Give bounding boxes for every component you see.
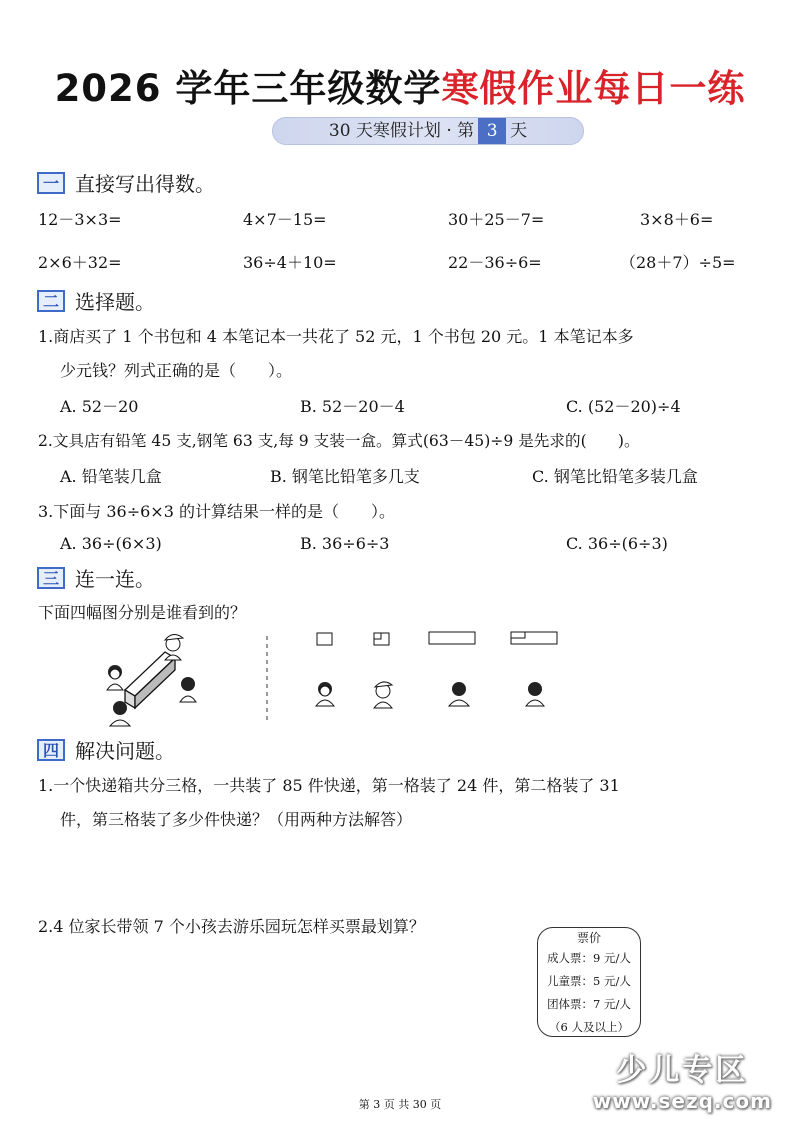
section-4-heading — [37, 735, 175, 764]
section-2-number: 二 — [37, 290, 65, 312]
page-footer: 第 3 页 共 30 页 — [358, 1098, 442, 1111]
price-card — [537, 927, 641, 1037]
option-a: A. 36÷(6×3) — [60, 534, 162, 553]
option-a: A. 铅笔装几盒 — [60, 467, 162, 486]
section-1-number: 一 — [37, 172, 65, 194]
option-b: B. 钢笔比铅笔多几支 — [270, 467, 420, 486]
title-red: 寒假作业每日一练 — [441, 67, 746, 110]
q4-1-line2: 件，第三格装了多少件快递？（用两种方法解答） — [60, 810, 413, 829]
view-matching-figure — [95, 628, 575, 728]
price-child: 儿童票：5 元/人 — [547, 974, 631, 988]
plan-prefix: 30 天寒假计划 · 第 — [328, 121, 475, 141]
section-2-heading — [37, 286, 155, 315]
q4-1-line1: 1.一个快递箱共分三格，一共装了 85 件快递，第一格装了 24 件，第二格装了 31 — [38, 776, 620, 795]
calc-row-1 — [38, 207, 768, 230]
watermark-text: 少儿专区 — [616, 1053, 749, 1088]
title-black: 2026 学年三年级数学 — [54, 67, 442, 110]
q2-1-options — [60, 394, 790, 417]
plan-banner — [272, 117, 584, 145]
view-2 — [374, 633, 389, 645]
calc-item: 30＋25－7= — [448, 210, 545, 229]
calc-item: 2×6＋32= — [38, 253, 122, 272]
kid-bottom-icon — [110, 701, 130, 726]
option-b: B. 36÷6÷3 — [300, 534, 390, 553]
section-3-prompt: 下面四幅图分别是谁看到的？ — [38, 603, 247, 622]
plan-suffix: 天 — [510, 121, 528, 141]
section-3-heading — [37, 563, 155, 592]
q2-3-options — [60, 534, 790, 553]
option-c: C. 钢笔比铅笔多装几盒 — [532, 467, 698, 486]
kid-2-icon — [374, 682, 392, 708]
option-a: A. 52－20 — [60, 397, 139, 416]
q2-2-options — [60, 464, 790, 487]
calc-item: （28＋7）÷5= — [620, 253, 736, 272]
kid-right-icon — [180, 677, 196, 702]
section-1-heading — [37, 168, 215, 197]
option-c: C. 36÷(6÷3) — [566, 534, 668, 553]
calc-item: 4×7－15= — [243, 210, 327, 229]
section-3-number: 三 — [37, 567, 65, 589]
q2-3-line1: 3.下面与 36÷6×3 的计算结果一样的是（ ）。 — [38, 502, 395, 521]
section-1-title: 直接写出得数。 — [75, 172, 215, 196]
view-4 — [511, 632, 557, 644]
price-adult: 成人票：9 元/人 — [547, 951, 631, 965]
kid-3-icon — [449, 682, 469, 706]
price-note: （6 人及以上） — [549, 1020, 629, 1034]
view-3 — [429, 632, 475, 644]
calc-item: 12－3×3= — [38, 210, 122, 229]
section-2-title: 选择题。 — [75, 290, 155, 314]
q2-1-line2: 少元钱？列式正确的是（ ）。 — [60, 361, 293, 380]
q2-2-line1: 2.文具店有铅笔 45 支,钢笔 63 支,每 9 支装一盒。算式(63－45)÷9 是先求的( )。 — [38, 432, 640, 450]
watermark-url: www.sezq.com — [592, 1089, 772, 1113]
option-b: B. 52－20－4 — [300, 397, 405, 416]
page-title — [0, 58, 800, 112]
q2-1-line1: 1.商店买了 1 个书包和 4 本笔记本一共花了 52 元，1 个书包 20 元。1 本笔记本多 — [38, 327, 634, 346]
option-c: C. (52－20)÷4 — [566, 397, 681, 416]
kid-4-icon — [526, 682, 544, 706]
calc-item: 36÷4＋10= — [243, 253, 337, 272]
calc-item: 22－36÷6= — [448, 253, 542, 272]
kid-1-icon — [316, 682, 334, 706]
section-4-title: 解决问题。 — [75, 739, 175, 763]
section-4-number: 四 — [37, 739, 65, 761]
plan-day: 3 — [478, 118, 506, 144]
calc-row-2 — [38, 250, 768, 273]
kid-left-icon — [107, 665, 123, 690]
price-title: 票价 — [576, 931, 601, 945]
q4-2-line1: 2.4 位家长带领 7 个小孩去游乐园玩怎样买票最划算？ — [38, 917, 425, 936]
section-3-title: 连一连。 — [75, 567, 155, 591]
calc-item: 3×8＋6= — [640, 210, 714, 229]
price-group: 团体票：7 元/人 — [547, 997, 631, 1011]
view-1 — [317, 633, 332, 645]
